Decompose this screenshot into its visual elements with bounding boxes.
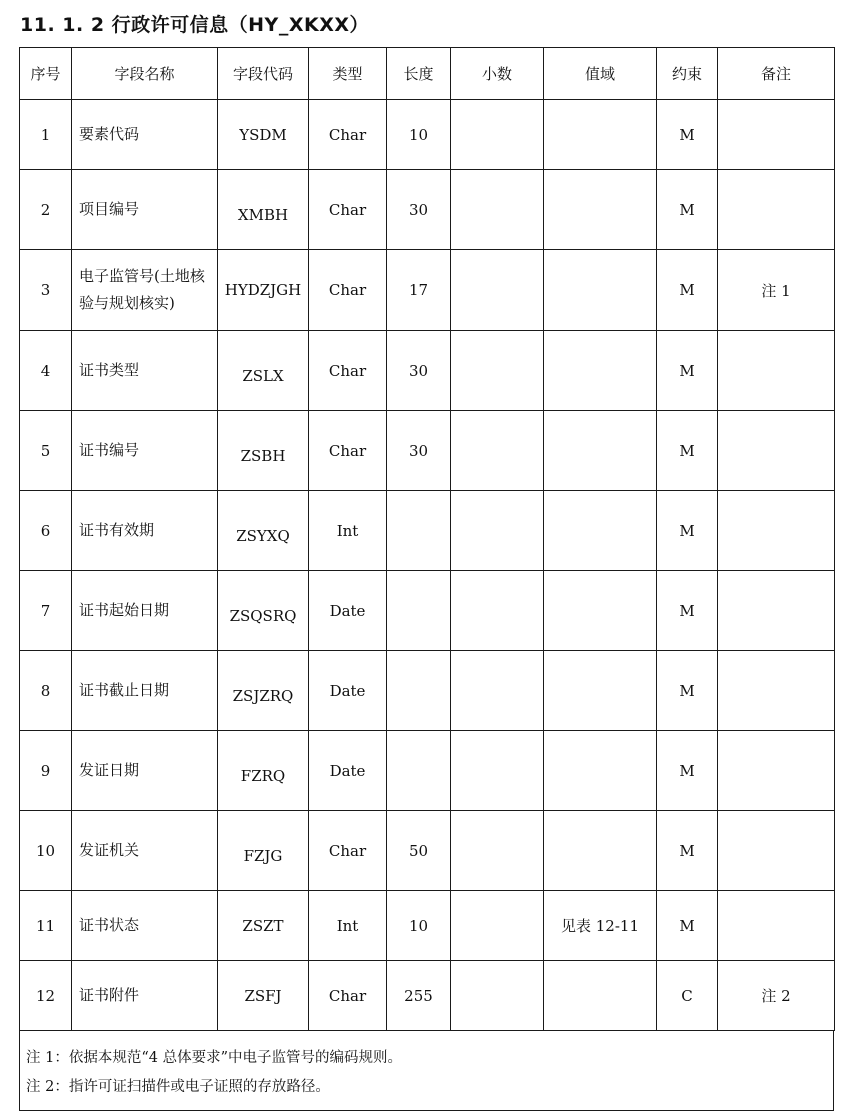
cell-decimal — [451, 491, 544, 571]
cell-length — [387, 491, 451, 571]
cell-length: 17 — [387, 250, 451, 331]
cell-decimal — [451, 331, 544, 411]
cell-constraint: M — [657, 331, 718, 411]
cell-remark — [718, 331, 835, 411]
cell-no: 11 — [20, 891, 72, 961]
note-1: 注 1：依据本规范“4 总体要求”中电子监管号的编码规则。 — [26, 1050, 402, 1066]
cell-no: 2 — [20, 170, 72, 250]
cell-remark — [718, 411, 835, 491]
page-title: 11. 1. 2 行政许可信息（HY_XKXX） — [20, 14, 369, 36]
cell-no: 4 — [20, 331, 72, 411]
column-header: 序号 — [20, 48, 72, 100]
cell-no: 5 — [20, 411, 72, 491]
cell-length: 10 — [387, 891, 451, 961]
cell-no: 10 — [20, 811, 72, 891]
cell-value-range — [544, 571, 657, 651]
cell-decimal — [451, 891, 544, 961]
cell-value-range — [544, 731, 657, 811]
table-notes — [19, 1031, 834, 1111]
cell-field-name: 证书附件 — [72, 961, 218, 1031]
cell-remark — [718, 891, 835, 961]
cell-field-code: HYDZJGH — [218, 250, 309, 331]
cell-remark — [718, 571, 835, 651]
table-row — [20, 571, 835, 651]
cell-length: 30 — [387, 331, 451, 411]
cell-field-name: 证书有效期 — [72, 491, 218, 571]
cell-type: Char — [309, 250, 387, 331]
cell-decimal — [451, 731, 544, 811]
cell-no: 7 — [20, 571, 72, 651]
table-row — [20, 100, 835, 170]
cell-field-name: 电子监管号(土地核验与规划核实) — [72, 250, 218, 331]
cell-no: 9 — [20, 731, 72, 811]
cell-field-name: 要素代码 — [72, 100, 218, 170]
table-row — [20, 891, 835, 961]
table-row — [20, 411, 835, 491]
table-row — [20, 331, 835, 411]
cell-constraint: M — [657, 250, 718, 331]
cell-length — [387, 731, 451, 811]
cell-length — [387, 651, 451, 731]
cell-constraint: M — [657, 571, 718, 651]
cell-constraint: M — [657, 731, 718, 811]
column-header: 值域 — [544, 48, 657, 100]
column-header: 长度 — [387, 48, 451, 100]
cell-length: 50 — [387, 811, 451, 891]
column-header: 小数 — [451, 48, 544, 100]
cell-remark: 注 2 — [718, 961, 835, 1031]
field-spec-table-wrapper — [19, 47, 834, 1111]
table-header-row — [20, 48, 835, 100]
cell-constraint: M — [657, 491, 718, 571]
cell-field-code: ZSJZRQ — [218, 651, 309, 731]
cell-field-name: 证书类型 — [72, 331, 218, 411]
cell-value-range — [544, 651, 657, 731]
cell-type: Date — [309, 731, 387, 811]
cell-field-code: ZSZT — [218, 891, 309, 961]
table-body — [20, 100, 835, 1031]
cell-type: Char — [309, 811, 387, 891]
cell-value-range — [544, 250, 657, 331]
cell-no: 8 — [20, 651, 72, 731]
cell-type: Date — [309, 571, 387, 651]
cell-constraint: M — [657, 891, 718, 961]
cell-field-name: 证书起始日期 — [72, 571, 218, 651]
column-header: 字段名称 — [72, 48, 218, 100]
cell-length: 30 — [387, 411, 451, 491]
cell-type: Char — [309, 331, 387, 411]
cell-field-name: 证书截止日期 — [72, 651, 218, 731]
cell-field-code: XMBH — [218, 170, 309, 250]
cell-decimal — [451, 100, 544, 170]
cell-decimal — [451, 250, 544, 331]
cell-type: Date — [309, 651, 387, 731]
cell-no: 1 — [20, 100, 72, 170]
cell-no: 3 — [20, 250, 72, 331]
cell-decimal — [451, 411, 544, 491]
cell-remark — [718, 651, 835, 731]
table-row — [20, 811, 835, 891]
cell-field-name: 发证机关 — [72, 811, 218, 891]
cell-field-name: 证书状态 — [72, 891, 218, 961]
table-row — [20, 170, 835, 250]
cell-type: Char — [309, 170, 387, 250]
cell-remark — [718, 731, 835, 811]
cell-field-code: ZSQSRQ — [218, 571, 309, 651]
cell-length — [387, 571, 451, 651]
column-header: 类型 — [309, 48, 387, 100]
column-header: 备注 — [718, 48, 835, 100]
cell-decimal — [451, 651, 544, 731]
cell-field-code: ZSYXQ — [218, 491, 309, 571]
cell-constraint: C — [657, 961, 718, 1031]
cell-field-code: YSDM — [218, 100, 309, 170]
cell-constraint: M — [657, 411, 718, 491]
cell-field-code: FZJG — [218, 811, 309, 891]
cell-field-code: ZSFJ — [218, 961, 309, 1031]
cell-length: 10 — [387, 100, 451, 170]
cell-value-range — [544, 100, 657, 170]
cell-value-range: 见表 12-11 — [544, 891, 657, 961]
cell-type: Char — [309, 100, 387, 170]
cell-length: 255 — [387, 961, 451, 1031]
cell-remark — [718, 170, 835, 250]
column-header: 约束 — [657, 48, 718, 100]
table-row — [20, 491, 835, 571]
cell-constraint: M — [657, 100, 718, 170]
note-2: 注 2：指许可证扫描件或电子证照的存放路径。 — [26, 1079, 330, 1095]
cell-field-name: 发证日期 — [72, 731, 218, 811]
table-row — [20, 961, 835, 1031]
cell-decimal — [451, 571, 544, 651]
cell-value-range — [544, 331, 657, 411]
cell-remark — [718, 811, 835, 891]
cell-constraint: M — [657, 651, 718, 731]
cell-remark — [718, 491, 835, 571]
cell-length: 30 — [387, 170, 451, 250]
cell-decimal — [451, 961, 544, 1031]
cell-no: 12 — [20, 961, 72, 1031]
cell-field-name: 项目编号 — [72, 170, 218, 250]
cell-type: Char — [309, 961, 387, 1031]
cell-no: 6 — [20, 491, 72, 571]
cell-constraint: M — [657, 170, 718, 250]
table-row — [20, 250, 835, 331]
cell-type: Int — [309, 891, 387, 961]
table-row — [20, 731, 835, 811]
cell-value-range — [544, 491, 657, 571]
cell-value-range — [544, 811, 657, 891]
cell-constraint: M — [657, 811, 718, 891]
field-spec-table — [19, 47, 835, 1031]
cell-decimal — [451, 170, 544, 250]
column-header: 字段代码 — [218, 48, 309, 100]
cell-field-code: ZSLX — [218, 331, 309, 411]
cell-type: Int — [309, 491, 387, 571]
cell-value-range — [544, 170, 657, 250]
cell-decimal — [451, 811, 544, 891]
cell-field-code: FZRQ — [218, 731, 309, 811]
cell-type: Char — [309, 411, 387, 491]
cell-remark — [718, 100, 835, 170]
cell-value-range — [544, 411, 657, 491]
cell-field-name: 证书编号 — [72, 411, 218, 491]
table-row — [20, 651, 835, 731]
cell-field-code: ZSBH — [218, 411, 309, 491]
cell-remark: 注 1 — [718, 250, 835, 331]
cell-value-range — [544, 961, 657, 1031]
